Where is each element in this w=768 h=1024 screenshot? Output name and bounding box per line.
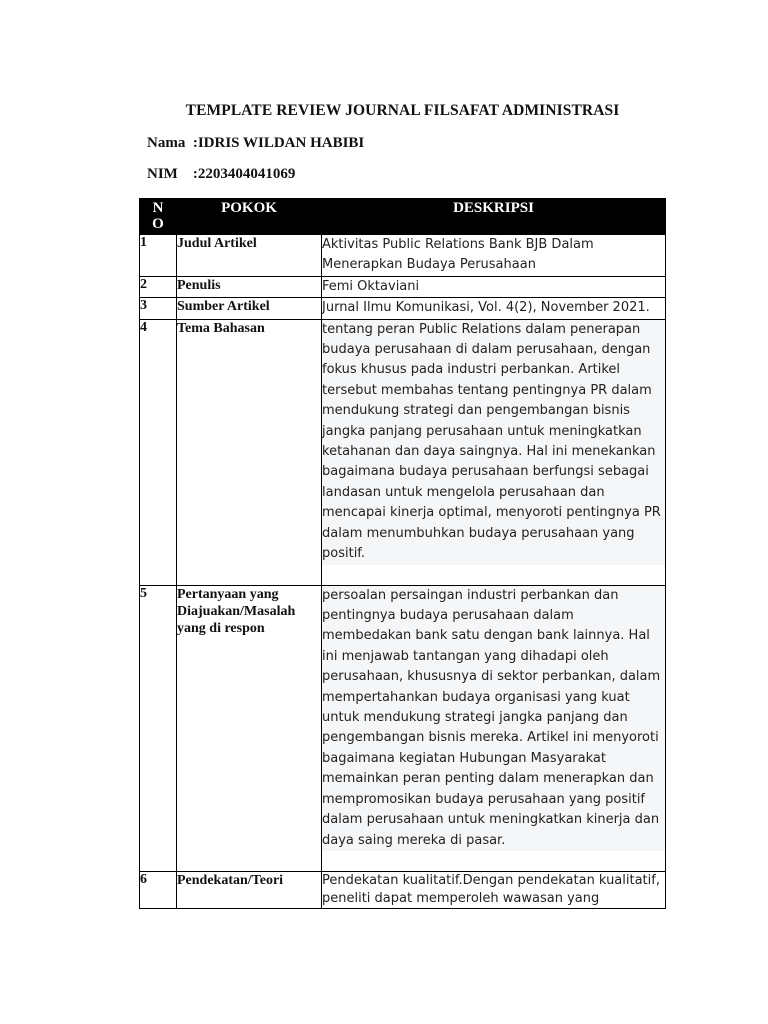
nim-value: :2203404041069 bbox=[192, 166, 296, 182]
row-pokok: Sumber Artikel bbox=[177, 298, 322, 319]
row-number: 4 bbox=[140, 319, 177, 585]
row-pokok: Pertanyaan yang Diajuakan/Masalah yang di respon bbox=[177, 585, 322, 871]
row-pokok: Tema Bahasan bbox=[177, 319, 322, 585]
header-pokok: POKOK bbox=[177, 199, 322, 235]
row-pokok: Penulis bbox=[177, 276, 322, 297]
row-number: 1 bbox=[140, 235, 177, 277]
deskripsi-text: tentang peran Public Relations dalam penerapan budaya perusahaan di dalam perusahaan, dengan fokus khusus pada industri perbankan. Artikel tersebut membahas tentang pentingnya PR dalam mendukung strategi dan pengembangan bisnis jangka panjang perusahaan untuk meningkatkan ketahanan dan daya saingnya. Hal ini menekankan bagaimana budaya perusahaan berfungsi sebagai landasan untuk mengelola perusahaan dan mencapai kinerja optimal, menyoroti pentingnya PR dalam menumbuhkan budaya perusahaan yang positif. bbox=[322, 320, 665, 565]
row-number: 6 bbox=[140, 871, 177, 908]
table-row bbox=[140, 276, 666, 297]
nim-line bbox=[147, 166, 295, 183]
document-title: TEMPLATE REVIEW JOURNAL FILSAFAT ADMINISTRASI bbox=[185, 102, 620, 119]
table-row bbox=[140, 235, 666, 277]
row-deskripsi bbox=[322, 585, 666, 871]
table-row bbox=[140, 585, 666, 871]
header-deskripsi: DESKRIPSI bbox=[322, 199, 666, 235]
table-header-row bbox=[140, 199, 666, 235]
row-pokok: Judul Artikel bbox=[177, 235, 322, 277]
header-no: N O bbox=[140, 199, 177, 235]
row-number: 5 bbox=[140, 585, 177, 871]
row-deskripsi bbox=[322, 319, 666, 585]
row-pokok: Pendekatan/Teori bbox=[177, 871, 322, 908]
row-deskripsi: Femi Oktaviani bbox=[322, 276, 666, 297]
table-row bbox=[140, 871, 666, 908]
nim-label: NIM bbox=[147, 166, 178, 182]
name-line bbox=[147, 135, 364, 152]
deskripsi-text: persoalan persaingan industri perbankan dan pentingnya budaya perusahaan dalam membedakan bank satu dengan bank lainnya. Hal ini menjawab tantangan yang dihadapi oleh perusahaan, khususnya di sektor perbankan, dalam mempertahankan budaya organisasi yang kuat untuk mendukung strategi jangka panjang dan pengembangan bisnis mereka. Artikel ini menyoroti bagaimana kegiatan Hubungan Masyarakat memainkan peran penting dalam menerapkan dan mempromosikan budaya perusahaan yang positif dalam perusahaan untuk meningkatkan kinerja dan daya saing mereka di pasar. bbox=[322, 586, 665, 851]
row-number: 2 bbox=[140, 276, 177, 297]
name-value: :IDRIS WILDAN HABIBI bbox=[192, 135, 365, 151]
review-table bbox=[139, 198, 666, 909]
row-deskripsi: Pendekatan kualitatif.Dengan pendekatan kualitatif, peneliti dapat memperoleh wawasan yang bbox=[322, 871, 666, 908]
row-deskripsi: Jurnal Ilmu Komunikasi, Vol. 4(2), November 2021. bbox=[322, 298, 666, 319]
row-deskripsi: Aktivitas Public Relations Bank BJB Dalam Menerapkan Budaya Perusahaan bbox=[322, 235, 666, 277]
table-row bbox=[140, 319, 666, 585]
name-label: Nama bbox=[147, 135, 186, 151]
table-row bbox=[140, 298, 666, 319]
row-number: 3 bbox=[140, 298, 177, 319]
